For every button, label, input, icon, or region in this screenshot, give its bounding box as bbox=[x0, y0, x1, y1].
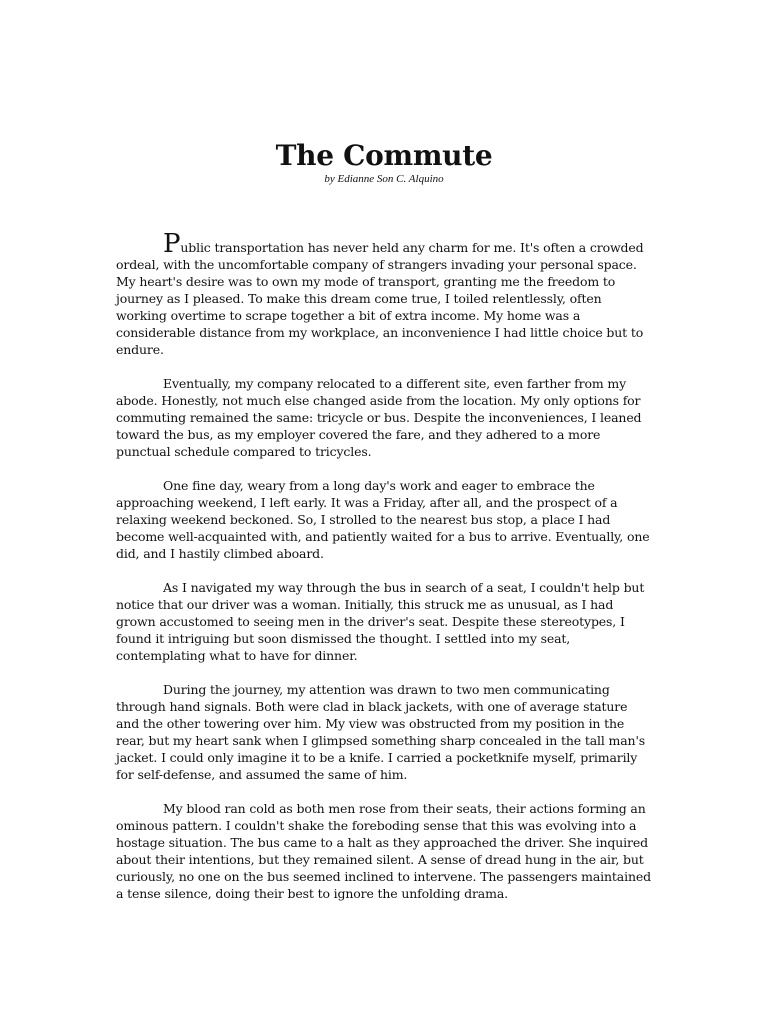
paragraph-1-text: ublic transportation has never held any charm for me. It's often a crowded ordeal, with the uncomfortable company of strangers invading your personal space. My heart's desire was to own my mode of transport, granting me the freedom to journey as I pleased. To make this dream come true, I toiled relentlessly, often working overtime to scrape together a bit of extra income. My home was a considerable distance from my workplace, an inconvenience I had little choice but to endure. bbox=[116, 240, 644, 357]
story-body bbox=[116, 229, 652, 919]
paragraph-6: My blood ran cold as both men rose from their seats, their actions forming an ominous pattern. I couldn't shake the foreboding sense that this was evolving into a hostage situation. The bus came to a halt as they approached the driver. She inquired about their intentions, but they remained silent. A sense of dread hung in the air, but curiously, no one on the bus seemed inclined to intervene. The passengers maintained a tense silence, doing their best to ignore the unfolding drama. bbox=[116, 801, 651, 901]
document-title: The Commute bbox=[275, 139, 493, 172]
author-byline: by Edianne Son C. Alquino bbox=[324, 173, 444, 185]
paragraph-5: During the journey, my attention was drawn to two men communicating through hand signals. Both were clad in black jackets, with one of average stature and the other towering over him. My view was obstructed from my position in the rear, but my heart sank when I glimpsed something sharp concealed in the tall man's jacket. I could only imagine it to be a knife. I carried a pocketknife myself, primarily for self-defense, and assumed the same of him. bbox=[116, 682, 645, 782]
paragraph-1 bbox=[116, 229, 652, 358]
drop-cap-letter: P bbox=[163, 229, 181, 259]
paragraph-2: Eventually, my company relocated to a different site, even farther from my abode. Honestly, not much else changed aside from the location. My only options for commuting remained the same: tricycle or bus. Despite the inconveniences, I leaned toward the bus, as my employer covered the fare, and they adhered to a more punctual schedule compared to tricycles. bbox=[116, 376, 642, 459]
paragraph-3: One fine day, weary from a long day's work and eager to embrace the approaching weekend, I left early. It was a Friday, after all, and the prospect of a relaxing weekend beckoned. So, I strolled to the nearest bus stop, a place I had become well-acquainted with, and patiently waited for a bus to arrive. Eventually, one did, and I hastily climbed aboard. bbox=[116, 478, 650, 561]
paragraph-4: As I navigated my way through the bus in search of a seat, I couldn't help but notice that our driver was a woman. Initially, this struck me as unusual, as I had grown accustomed to seeing men in the driver's seat. Despite these stereotypes, I found it intriguing but soon dismissed the thought. I settled into my seat, contemplating what to have for dinner. bbox=[116, 580, 645, 663]
